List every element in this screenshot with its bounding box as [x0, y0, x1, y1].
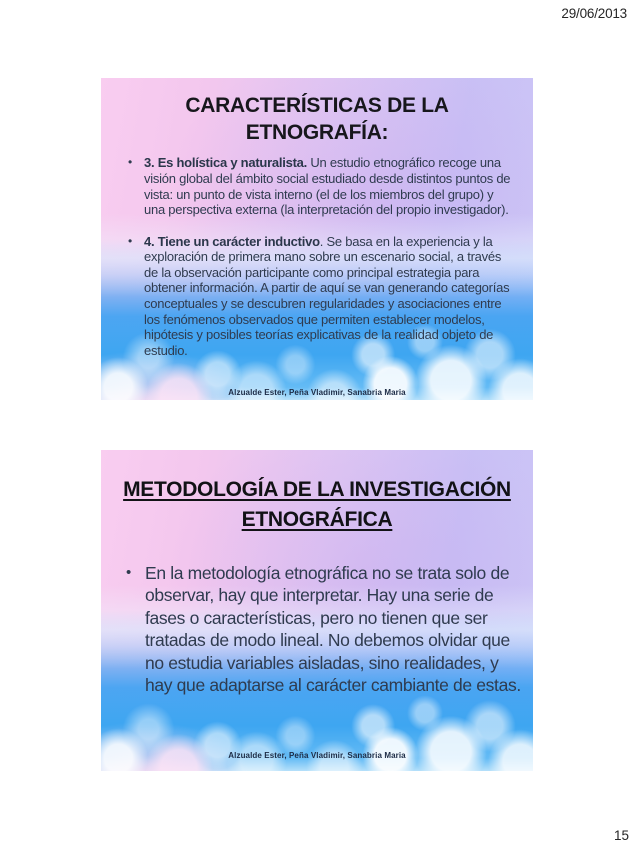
bullet-item-inductivo — [128, 234, 517, 359]
page-number: 15 — [613, 828, 629, 843]
bullet-rest: Un estudio etnográfico recoge una visión global del ámbito social estudiado desde distintos puntos de vista: un punto de vista interno (el de los miembros del grupo) y una perspectiva externa (la interpretación del propio investigador). — [144, 155, 511, 218]
bullet-text — [144, 155, 517, 217]
bullet-text — [144, 234, 517, 359]
bullet-icon: • — [128, 155, 133, 170]
bullet-item-holistica — [128, 155, 517, 217]
slide-caracteristicas-etnografia — [101, 78, 533, 400]
slide2-footer-credits: Alzualde Ester, Peña Vladimir, Sanabria Maria — [228, 751, 406, 760]
bullet-lead: 4. Tiene un carácter inductivo — [144, 233, 320, 249]
slide-metodologia-investigacion — [101, 450, 533, 771]
page-date: 29/06/2013 — [561, 6, 627, 21]
slide2-title-line2: ETNOGRÁFICA — [241, 507, 393, 531]
bullet-icon: • — [126, 563, 132, 581]
bullet-text: En la metodología etnográfica no se trata solo de observar, hay que interpretar. Hay una serie de fases o características, pero no tienen que ser tratadas de modo lineal. No debemos olvidar que no estudia variables aisladas, sino realidades, y hay que adaptarse al carácter cambiante de estas. — [145, 562, 521, 696]
slide2-title-line1: METODOLOGÍA DE LA INVESTIGACIÓN — [123, 478, 511, 501]
bullet-lead: 3. Es holística y naturalista. — [144, 155, 308, 171]
slide1-title-line1: CARACTERÍSTICAS DE LA — [185, 94, 449, 117]
slide1-footer-credits: Alzualde Ester, Peña Vladimir, Sanabria Maria — [228, 388, 406, 397]
bullet-rest: . Se basa en la experiencia y la exploración de primera mano sobre un escenario social, a través de la observación participante como principal estrategia para obtener información. A partir de aquí se van generando categorías conceptuales y se descubren regularidades y asociaciones entre los fenómenos observados que permiten establecer modelos, hipótesis y posibles teorías explicativas de la realidad objeto de estudio. — [144, 233, 510, 358]
bullet-item-metodologia — [126, 562, 523, 697]
slide1-title — [101, 93, 533, 146]
slide1-bullet-list — [101, 155, 533, 358]
slide1-title-line2: ETNOGRAFÍA: — [245, 120, 389, 144]
slide2-bullet-list — [101, 562, 533, 697]
slide2-title — [101, 475, 533, 535]
bullet-icon: • — [128, 233, 133, 248]
